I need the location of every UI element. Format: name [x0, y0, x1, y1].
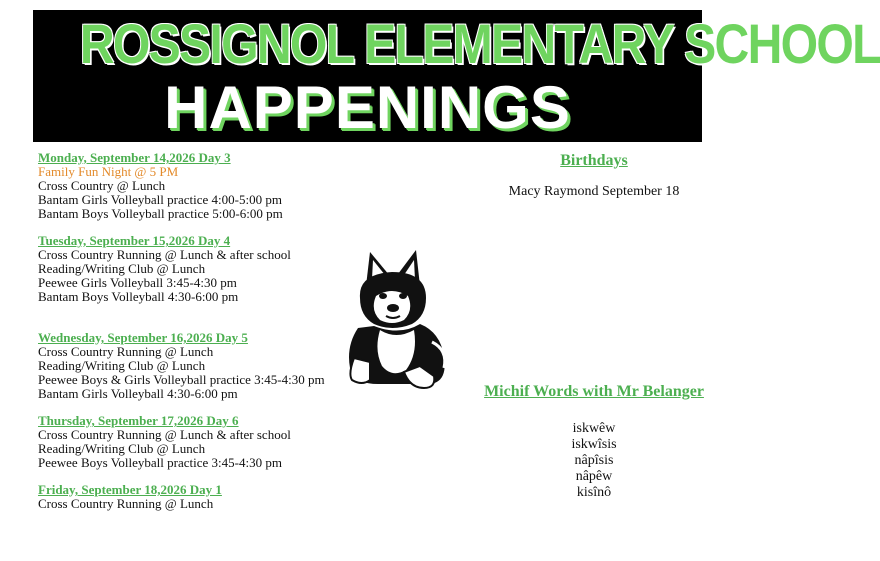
day-title: Tuesday, September 15,2026 Day 4	[38, 233, 231, 248]
event-item: Cross Country Running @ Lunch & after school	[38, 247, 291, 262]
event-item: Peewee Boys & Girls Volleyball practice 3:45-4:30 pm	[38, 372, 325, 387]
day-title: Wednesday, September 16,2026 Day 5	[38, 330, 248, 345]
michif-word: nâpêw	[575, 469, 613, 484]
husky-mascot-icon	[340, 246, 452, 391]
day-title: Monday, September 14,2026 Day 3	[38, 150, 231, 165]
birthday-entry: Macy Raymond September 18	[508, 184, 680, 199]
event-item: Reading/Writing Club @ Lunch	[38, 441, 206, 456]
day-thursday	[38, 414, 368, 470]
michif-section	[460, 383, 728, 501]
event-item: Reading/Writing Club @ Lunch	[38, 261, 206, 276]
michif-word: iskwîsis	[571, 437, 617, 452]
event-item: Bantam Girls Volleyball 4:30-6:00 pm	[38, 386, 238, 401]
event-item: Bantam Boys Volleyball practice 5:00-6:00 pm	[38, 206, 283, 221]
event-item: Peewee Boys Volleyball practice 3:45-4:30 pm	[38, 455, 282, 470]
day-wednesday	[38, 331, 368, 401]
event-item: Cross Country Running @ Lunch	[38, 496, 214, 511]
day-title: Thursday, September 17,2026 Day 6	[38, 413, 239, 428]
day-title: Friday, September 18,2026 Day 1	[38, 482, 222, 497]
event-item: Reading/Writing Club @ Lunch	[38, 358, 206, 373]
school-name: ROSSIGNOL ELEMENTARY SCHOOL	[79, 12, 880, 75]
michif-word: nâpîsis	[574, 453, 614, 468]
event-item: Cross Country @ Lunch	[38, 178, 166, 193]
event-item: Cross Country Running @ Lunch	[38, 344, 214, 359]
event-item: Bantam Girls Volleyball practice 4:00-5:00 pm	[38, 192, 282, 207]
day-tuesday	[38, 234, 368, 304]
day-monday	[38, 151, 368, 221]
birthdays-section	[460, 152, 728, 200]
birthdays-title: Birthdays	[560, 152, 628, 169]
michif-title: Michif Words with Mr Belanger	[484, 383, 704, 400]
header-banner	[33, 10, 880, 142]
michif-word: kisînô	[576, 485, 612, 500]
michif-word: iskwêw	[572, 421, 616, 436]
event-item: Cross Country Running @ Lunch & after school	[38, 427, 291, 442]
event-item: Peewee Girls Volleyball 3:45-4:30 pm	[38, 275, 237, 290]
day-friday	[38, 483, 368, 511]
event-highlight: Family Fun Night @ 5 PM	[38, 164, 179, 179]
event-item: Bantam Boys Volleyball 4:30-6:00 pm	[38, 289, 239, 304]
schedule-column	[38, 151, 368, 524]
banner-title: HAPPENINGS	[164, 74, 571, 141]
